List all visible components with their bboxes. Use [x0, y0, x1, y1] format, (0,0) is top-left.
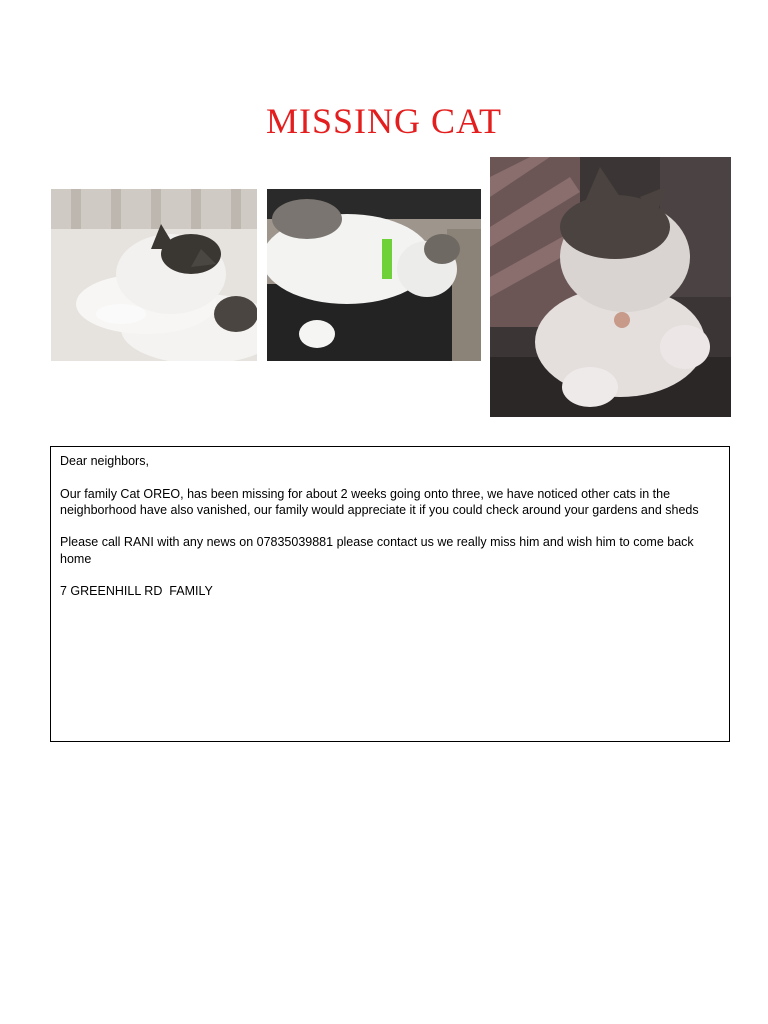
letter-box — [50, 446, 730, 742]
letter-paragraph-2: Please call RANI with any news on 07835039881 please contact us we really miss him and wish him to come back home — [60, 535, 694, 566]
cat-sleeping-on-bed-photo — [51, 189, 257, 361]
page-title: MISSING CAT — [265, 101, 503, 141]
letter-paragraph-1: Our family Cat OREO, has been missing for about 2 weeks going onto three, we have noticed other cats in the neighborhood have also vanished, our family would appreciate it if you could check around your gardens and sheds — [60, 486, 699, 517]
cat-sleeping-with-green-collar-photo — [267, 189, 481, 361]
letter-signature: 7 GREENHILL RD FAMILY — [60, 584, 213, 599]
cat-sitting-photo — [490, 157, 731, 417]
letter-greeting: Dear neighbors, — [60, 454, 149, 468]
